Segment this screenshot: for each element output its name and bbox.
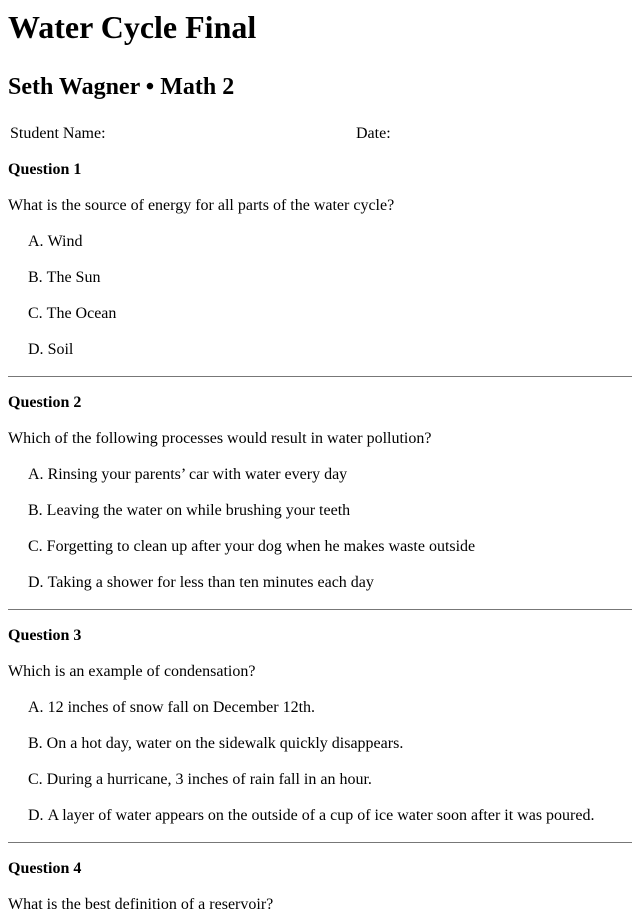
choice-letter: C.: [28, 305, 43, 322]
choice-letter: D.: [28, 341, 44, 358]
question-1: [8, 160, 632, 360]
answer-choice-b: [8, 734, 632, 754]
choice-text: Leaving the water on while brushing your teeth: [46, 502, 351, 519]
question-title: Question 4: [8, 860, 82, 877]
choice-letter: A.: [28, 699, 44, 716]
question-title: Question 3: [8, 627, 82, 644]
choice-text: The Ocean: [46, 305, 117, 322]
question-text: What is the best definition of a reservoir?: [8, 896, 274, 913]
answer-choice-d: [8, 573, 632, 593]
choice-text: Rinsing your parents’ car with water every day: [47, 466, 348, 483]
choice-text: On a hot day, water on the sidewalk quickly disappears.: [46, 735, 404, 752]
choice-text: During a hurricane, 3 inches of rain fall in an hour.: [46, 771, 372, 788]
choice-letter: D.: [28, 807, 44, 824]
answer-choice-a: [8, 465, 632, 485]
answer-choice-a: [8, 698, 632, 718]
choice-letter: C.: [28, 771, 43, 788]
choice-text: A layer of water appears on the outside of a cup of ice water soon after it was poured.: [47, 807, 595, 824]
question-divider: [8, 842, 632, 843]
student-name-label: Student Name:: [10, 125, 106, 142]
question-4: [8, 859, 632, 915]
page-subtitle: Seth Wagner • Math 2: [8, 74, 235, 100]
choice-text: Forgetting to clean up after your dog when he makes waste outside: [46, 538, 476, 555]
choice-letter: B.: [28, 269, 43, 286]
choice-letter: C.: [28, 538, 43, 555]
question-text: Which of the following processes would result in water pollution?: [8, 430, 432, 447]
choice-letter: B.: [28, 735, 43, 752]
answer-choice-c: [8, 304, 632, 324]
question-text: Which is an example of condensation?: [8, 663, 256, 680]
choice-text: Taking a shower for less than ten minutes each day: [47, 574, 374, 591]
answer-choices: [8, 232, 632, 360]
choice-letter: D.: [28, 574, 44, 591]
question-title: Question 1: [8, 161, 82, 178]
answer-choice-b: [8, 268, 632, 288]
choice-text: Soil: [47, 341, 74, 358]
answer-choice-d: [8, 806, 632, 826]
question-3: [8, 626, 632, 826]
choice-letter: A.: [28, 466, 44, 483]
choice-text: The Sun: [46, 269, 101, 286]
choice-text: 12 inches of snow fall on December 12th.: [47, 699, 316, 716]
choice-letter: B.: [28, 502, 43, 519]
question-divider: [8, 609, 632, 610]
answer-choice-b: [8, 501, 632, 521]
choice-letter: A.: [28, 233, 44, 250]
answer-choices: [8, 698, 632, 826]
answer-choice-a: [8, 232, 632, 252]
question-text: What is the source of energy for all parts of the water cycle?: [8, 197, 395, 214]
choice-text: Wind: [47, 233, 83, 250]
date-label: Date:: [356, 125, 391, 142]
question-title: Question 2: [8, 394, 82, 411]
answer-choice-c: [8, 770, 632, 790]
question-2: [8, 393, 632, 593]
student-info-row: [8, 124, 632, 144]
page-title: Water Cycle Final: [8, 9, 257, 45]
question-divider: [8, 376, 632, 377]
answer-choices: [8, 465, 632, 593]
answer-choice-d: [8, 340, 632, 360]
answer-choice-c: [8, 537, 632, 557]
quiz-page: [0, 8, 632, 915]
